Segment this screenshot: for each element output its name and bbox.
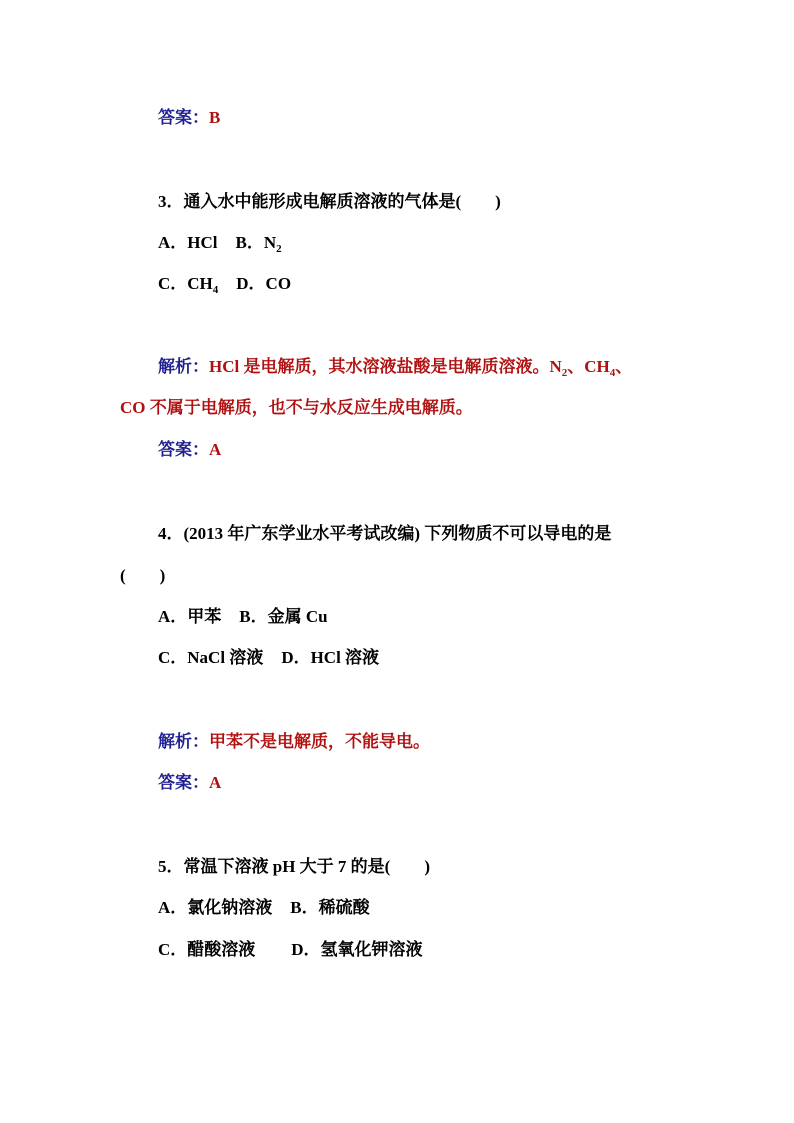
q5-option-a: A．氯化钠溶液 (158, 898, 273, 917)
q5-options-ab (158, 897, 370, 919)
q5-stem: 5．常温下溶液 pH 大于 7 的是( ) (158, 857, 430, 876)
q3-analysis-line2: CO 不属于电解质，也不与水反应生成电解质。 (120, 398, 473, 417)
q3-answer (158, 439, 221, 461)
q3-analysis-line1 (158, 356, 632, 378)
q5-option-b: B．稀硫酸 (290, 898, 370, 917)
q4-analysis (158, 731, 430, 753)
q4-stem-line2: ( ) (120, 566, 166, 585)
q5-option-c: C．醋酸溶液 (158, 940, 256, 959)
q3-option-d: D．CO (236, 274, 292, 293)
answer-value: B (209, 108, 221, 127)
analysis-label: 解析： (158, 732, 209, 751)
answer-value: A (209, 440, 222, 459)
q4-answer (158, 772, 221, 794)
q3-stem: 3．通入水中能形成电解质溶液的气体是( ) (158, 192, 501, 211)
analysis-label: 解析： (158, 357, 209, 376)
q4-option-d: D．HCl 溶液 (281, 648, 380, 667)
q5-option-d: D．氢氧化钾溶液 (291, 940, 423, 959)
q3-analysis-text: HCl 是电解质，其水溶液盐酸是电解质溶液。$N_2$、$CH_4$、 (209, 357, 633, 379)
q3-options-cd (158, 273, 291, 295)
q4-options-cd (158, 647, 379, 669)
q4-option-c: C．NaCl 溶液 (158, 648, 264, 667)
q4-options-ab (158, 606, 328, 628)
answer-label: 答案： (158, 440, 209, 459)
q3-option-a: A．HCl (158, 233, 218, 252)
q3-option-c: C．$CH_4$ (158, 274, 219, 296)
answer-value: A (209, 773, 222, 792)
q3-option-b: B．$N_2$ (235, 233, 282, 255)
q4-option-a: A．甲苯 (158, 607, 222, 626)
q3-options-ab (158, 232, 282, 254)
q4-stem-line1: 4．(2013 年广东学业水平考试改编) 下列物质不可以导电的是 (158, 524, 612, 543)
answer-label: 答案： (158, 773, 209, 792)
q5-options-cd (158, 939, 423, 961)
answer-label: 答案： (158, 108, 209, 127)
q2-answer (158, 107, 220, 129)
q4-analysis-text: 甲苯不是电解质，不能导电。 (209, 732, 430, 751)
q4-option-b: B．金属 Cu (239, 607, 328, 626)
